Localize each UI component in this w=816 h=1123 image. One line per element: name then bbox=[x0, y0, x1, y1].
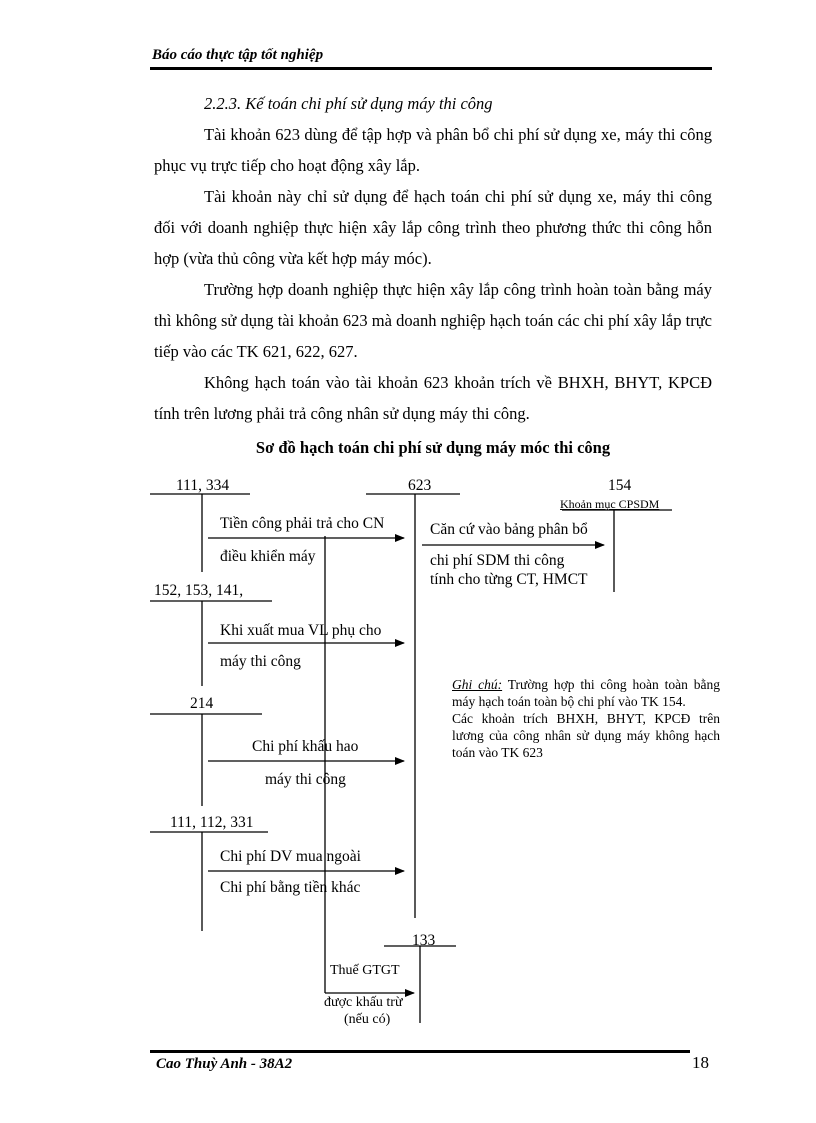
header-title: Báo cáo thực tập tốt nghiệp bbox=[152, 47, 324, 63]
entry-allocation-line2: chi phí SDM thi công bbox=[430, 552, 565, 569]
entry-allocation-line3: tính cho từng CT, HMCT bbox=[430, 571, 588, 588]
note-text-2: Các khoản trích BHXH, BHYT, KPCĐ trên lương của công nhân sử dụng máy không hạch toán vào TK 623 bbox=[452, 711, 720, 760]
account-214: 214 bbox=[190, 695, 214, 712]
paragraph-3: Trường hợp doanh nghiệp thực hiện xây lắp công trình hoàn toàn bằng máy thì không sử dụng tài khoản 623 mà doanh nghiệp hạch toán các chi phí xây lắp trực tiếp vào các TK 621, 622, 627. bbox=[154, 280, 712, 361]
diagram-note bbox=[452, 676, 720, 761]
entry-materials-line1: Khi xuất mua VL phụ cho bbox=[220, 622, 382, 639]
entry-depreciation-line2: máy thi công bbox=[265, 771, 346, 788]
account-111-334: 111, 334 bbox=[176, 477, 230, 494]
account-154-subtitle: Khoản mục CPSDM bbox=[560, 497, 660, 511]
entry-vat-line2: được khấu trừ bbox=[324, 995, 403, 1010]
entry-depreciation-line1: Chi phí khấu hao bbox=[252, 738, 359, 755]
account-152-153-141: 152, 153, 141, bbox=[154, 582, 244, 599]
entry-allocation-line1: Căn cứ vào bảng phân bổ bbox=[430, 521, 588, 538]
note-label: Ghi chú: bbox=[452, 677, 503, 692]
entry-services-line1: Chi phí DV mua ngoài bbox=[220, 848, 361, 865]
footer-author: Cao Thuỳ Anh - 38A2 bbox=[156, 1056, 293, 1072]
account-623: 623 bbox=[408, 477, 432, 494]
section-heading: 2.2.3. Kế toán chi phí sử dụng máy thi công bbox=[204, 94, 493, 113]
account-133: 133 bbox=[412, 932, 436, 949]
entry-services-line2: Chi phí bằng tiền khác bbox=[220, 879, 361, 896]
paragraph-2: Tài khoản này chỉ sử dụng để hạch toán chi phí sử dụng xe, máy thi công đối với doanh nghiệp thực hiện xây lắp công trình theo phương thức thi công hỗn hợp (vừa thủ công vừa kết hợp máy móc). bbox=[154, 187, 712, 268]
entry-materials-line2: máy thi công bbox=[220, 653, 301, 670]
entry-wages-line1: Tiền công phải trả cho CN bbox=[220, 515, 385, 532]
page-number: 18 bbox=[692, 1053, 709, 1072]
entry-vat-line3: (nếu có) bbox=[344, 1012, 391, 1027]
paragraph-4: Không hạch toán vào tài khoản 623 khoản trích về BHXH, BHYT, KPCĐ tính trên lương phải trả công nhân sử dụng máy thi công. bbox=[154, 373, 712, 423]
entry-wages-line2: điều khiển máy bbox=[220, 548, 316, 565]
account-154: 154 bbox=[608, 477, 632, 494]
entry-vat-line1: Thuế GTGT bbox=[330, 963, 400, 978]
account-111-112-331: 111, 112, 331 bbox=[170, 814, 254, 831]
note-text-1: Trường hợp thi công hoàn toàn bằng máy hạch toán toàn bộ chi phí vào TK 154. bbox=[452, 677, 720, 709]
paragraph-1: Tài khoản 623 dùng để tập hợp và phân bổ chi phí sử dụng xe, máy thi công phục vụ trực tiếp cho hoạt động xây lắp. bbox=[154, 125, 712, 175]
diagram-title: Sơ đồ hạch toán chi phí sử dụng máy móc thi công bbox=[255, 438, 611, 457]
footer-rule bbox=[150, 1050, 690, 1053]
